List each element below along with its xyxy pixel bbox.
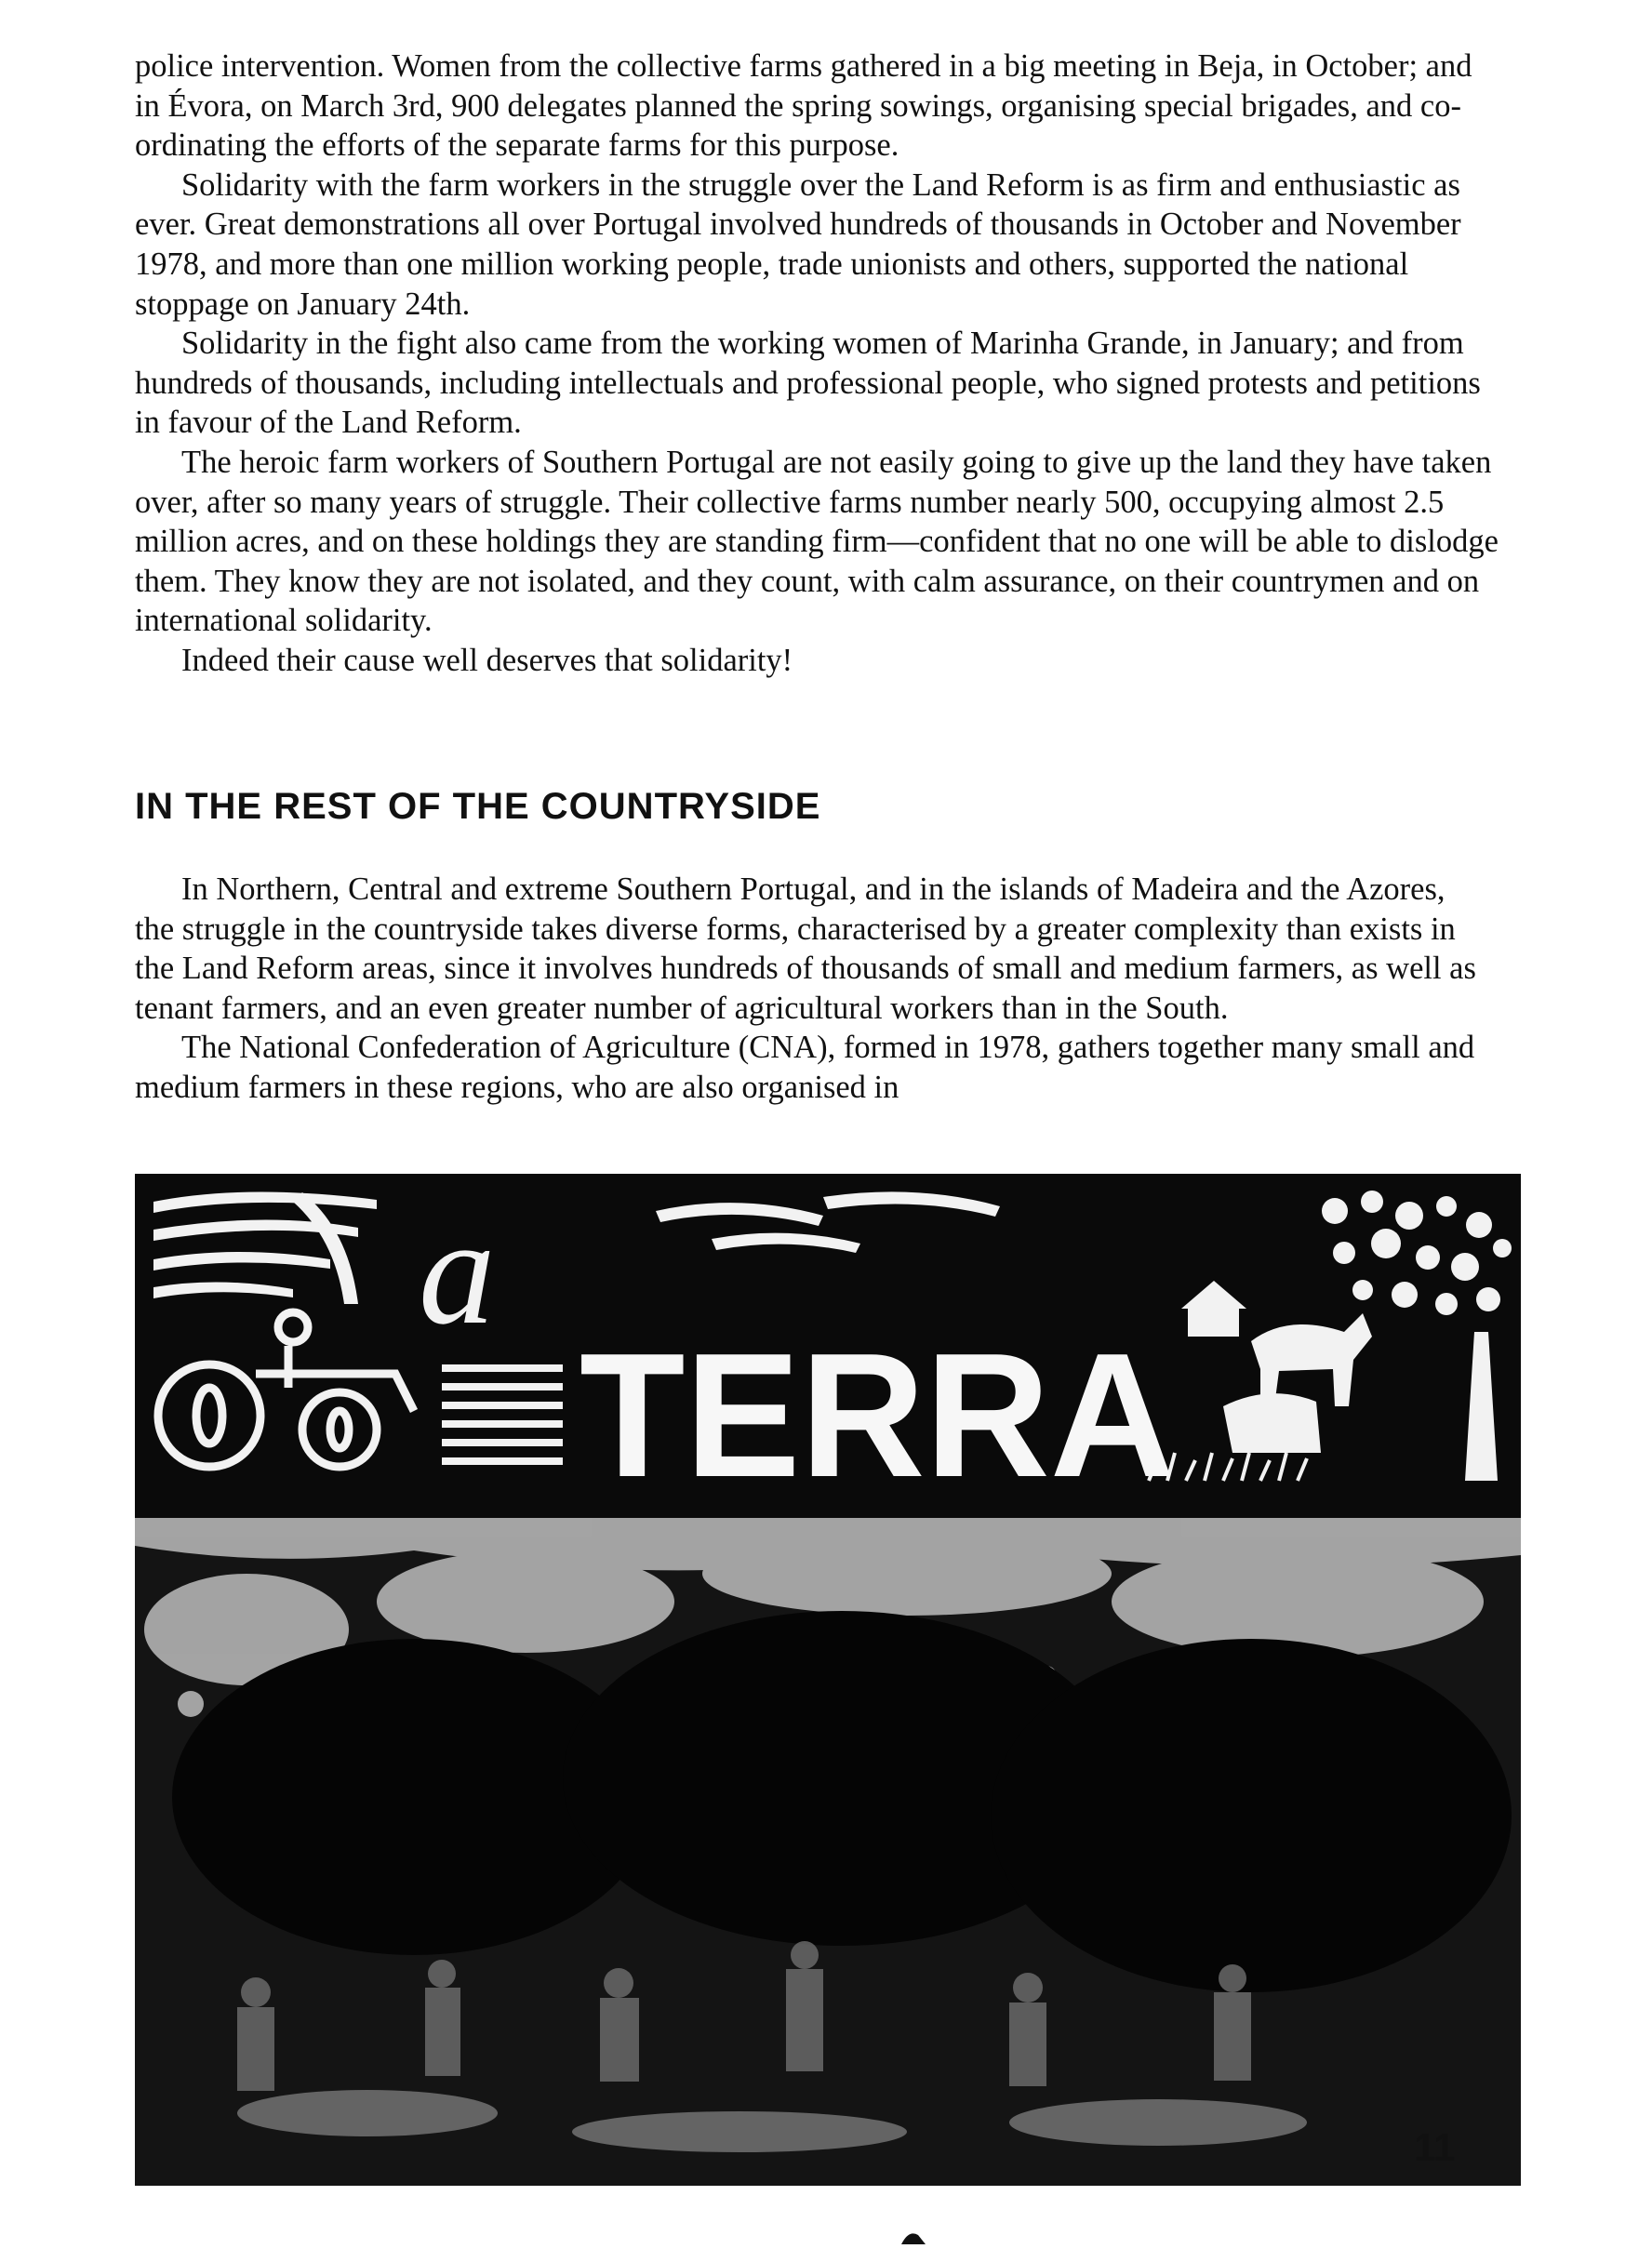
print-smudge (899, 2228, 927, 2246)
banner-article: a (419, 1186, 496, 1356)
page-number: 11 (1414, 2125, 1456, 2169)
banner-title: TERRA (580, 1317, 1175, 1514)
paragraph: Solidarity in the fight also came from the working women of Marinha Grande, in January; and from hundreds of thousands, including intellectuals and professional people, who signed protests and petitions in favour of the Land Reform. (135, 326, 1481, 441)
farm-workers-photo (135, 1518, 1521, 2186)
section-heading: IN THE REST OF THE COUNTRYSIDE (135, 786, 821, 827)
tree-silhouettes (172, 1611, 1512, 1992)
paragraph: The heroic farm workers of Southern Portugal are not easily going to give up the land they have taken over, after so many years of struggle. Their collective farms number nearly 500, occupying almost 2.5 million acres, and on these holdings they are standing firm—confident that no one will be able to dislodge them. They know they are not isolated, and they count, with calm assurance, on their countrymen and on international solidarity. (135, 444, 1499, 639)
paragraph: police intervention. Women from the collective farms gathered in a big meeting in Beja, in October; and in Évora, on March 3rd, 900 delegates planned the spring sowings, organising special brigades, and co-ordinating the efforts of the separate farms for this purpose. (135, 48, 1472, 164)
a-terra-banner (135, 1174, 1521, 1518)
body-text-top (135, 47, 1502, 681)
paragraph: The National Confederation of Agriculture (CNA), formed in 1978, gathers together many small and medium farmers in these regions, who are also organised in (135, 1030, 1475, 1105)
paragraph: Indeed their cause well deserves that solidarity! (181, 642, 793, 678)
paragraph: In Northern, Central and extreme Southern Portugal, and in the islands of Madeira and the Azores, the struggle in the countryside takes diverse forms, characterised by a greater complexity than exists in the Land Reform areas, since it involves hundreds of thousands of small and medium farmers, as well as tenant farmers, and an even greater number of agricultural workers than in the South. (135, 872, 1476, 1026)
body-text-bottom (135, 870, 1484, 1108)
paragraph: Solidarity with the farm workers in the struggle over the Land Reform is as firm and enthusiastic as ever. Great demonstrations all over Portugal involved hundreds of thousands in October and November 1978, and more than one million working people, trade unionists and others, supported the national stoppage on January 24th. (135, 166, 1461, 322)
photo-figure (135, 1174, 1521, 2186)
